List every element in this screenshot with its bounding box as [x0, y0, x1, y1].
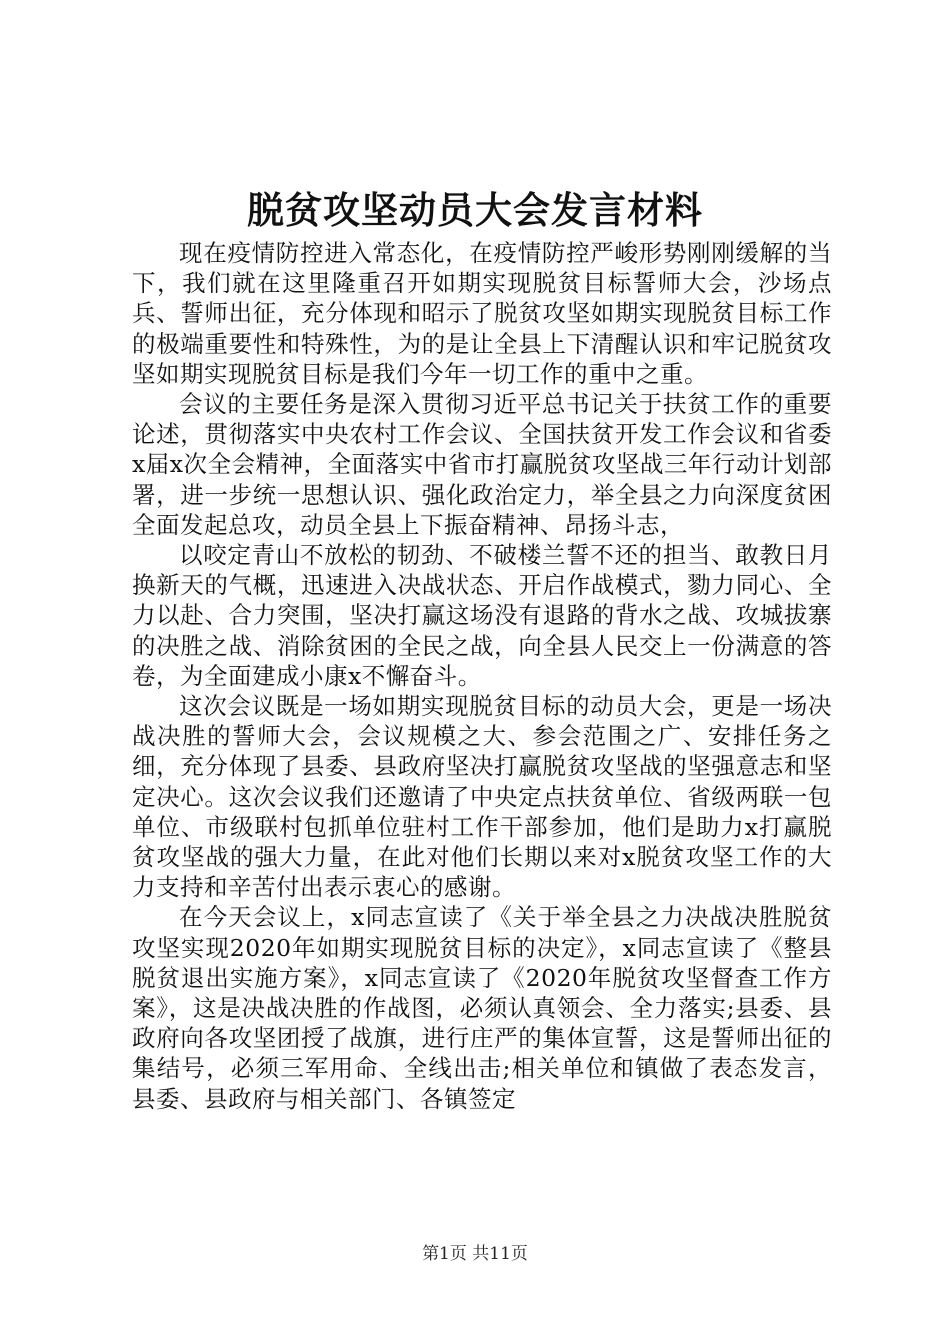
- document-title: 脱贫攻坚动员大会发言材料: [247, 188, 703, 232]
- paragraph-2: 会议的主要任务是深入贯彻习近平总书记关于扶贫工作的重要论述，贯彻落实中央农村工作会议、全国扶贫开发工作会议和省委x届x次全会精神，全面落实中省市打赢脱贫攻坚战三年行动计划部署，进一步统一思想认识、强化政治定力，举全县之力向深度贫困全面发起总攻，动员全县上下振奋精神、昂扬斗志，: [132, 390, 832, 539]
- paragraph-4: 这次会议既是一场如期实现脱贫目标的动员大会，更是一场决战决胜的誓师大会，会议规模之大、参会范围之广、安排任务之细，充分体现了县委、县政府坚决打赢脱贫攻坚战的坚强意志和坚定决心。这次会议我们还邀请了中央定点扶贫单位、省级两联一包单位、市级联村包抓单位驻村工作干部参加，他们是助力x打赢脱贫攻坚战的强大力量，在此对他们长期以来对x脱贫攻坚工作的大力支持和辛苦付出表示衷心的感谢。: [132, 692, 832, 902]
- paragraph-1: 现在疫情防控进入常态化，在疫情防控严峻形势刚刚缓解的当下，我们就在这里隆重召开如期实现脱贫目标誓师大会，沙场点兵、誓师出征，充分体现和昭示了脱贫攻坚如期实现脱贫目标工作的极端重要性和特殊性，为的是让全县上下清醒认识和牢记脱贫攻坚如期实现脱贫目标是我们今年一切工作的重中之重。: [132, 239, 832, 388]
- page-footer: 第1页 共11页: [422, 1244, 528, 1264]
- paragraph-5: 在今天会议上，x同志宣读了《关于举全县之力决战决胜脱贫攻坚实现2020年如期实现脱贫目标的决定》，x同志宣读了《整县脱贫退出实施方案》，x同志宣读了《2020年脱贫攻坚督查工作方案》，这是决战决胜的作战图，必须认真领会、全力落实;县委、县政府向各攻坚团授了战旗，进行庄严的集体宣誓，这是誓师出征的集结号，必须三军用命、全线出击;相关单位和镇做了表态发言，县委、县政府与相关部门、各镇签定: [132, 903, 832, 1113]
- document-body: [132, 238, 832, 1114]
- paragraph-3: 以咬定青山不放松的韧劲、不破楼兰誓不还的担当、敢教日月换新天的气概，迅速进入决战状态、开启作战模式，勠力同心、全力以赴、合力突围，坚决打赢这场没有退路的背水之战、攻城拔寨的决胜之战、消除贫困的全民之战，向全县人民交上一份满意的答卷，为全面建成小康x不懈奋斗。: [132, 541, 832, 690]
